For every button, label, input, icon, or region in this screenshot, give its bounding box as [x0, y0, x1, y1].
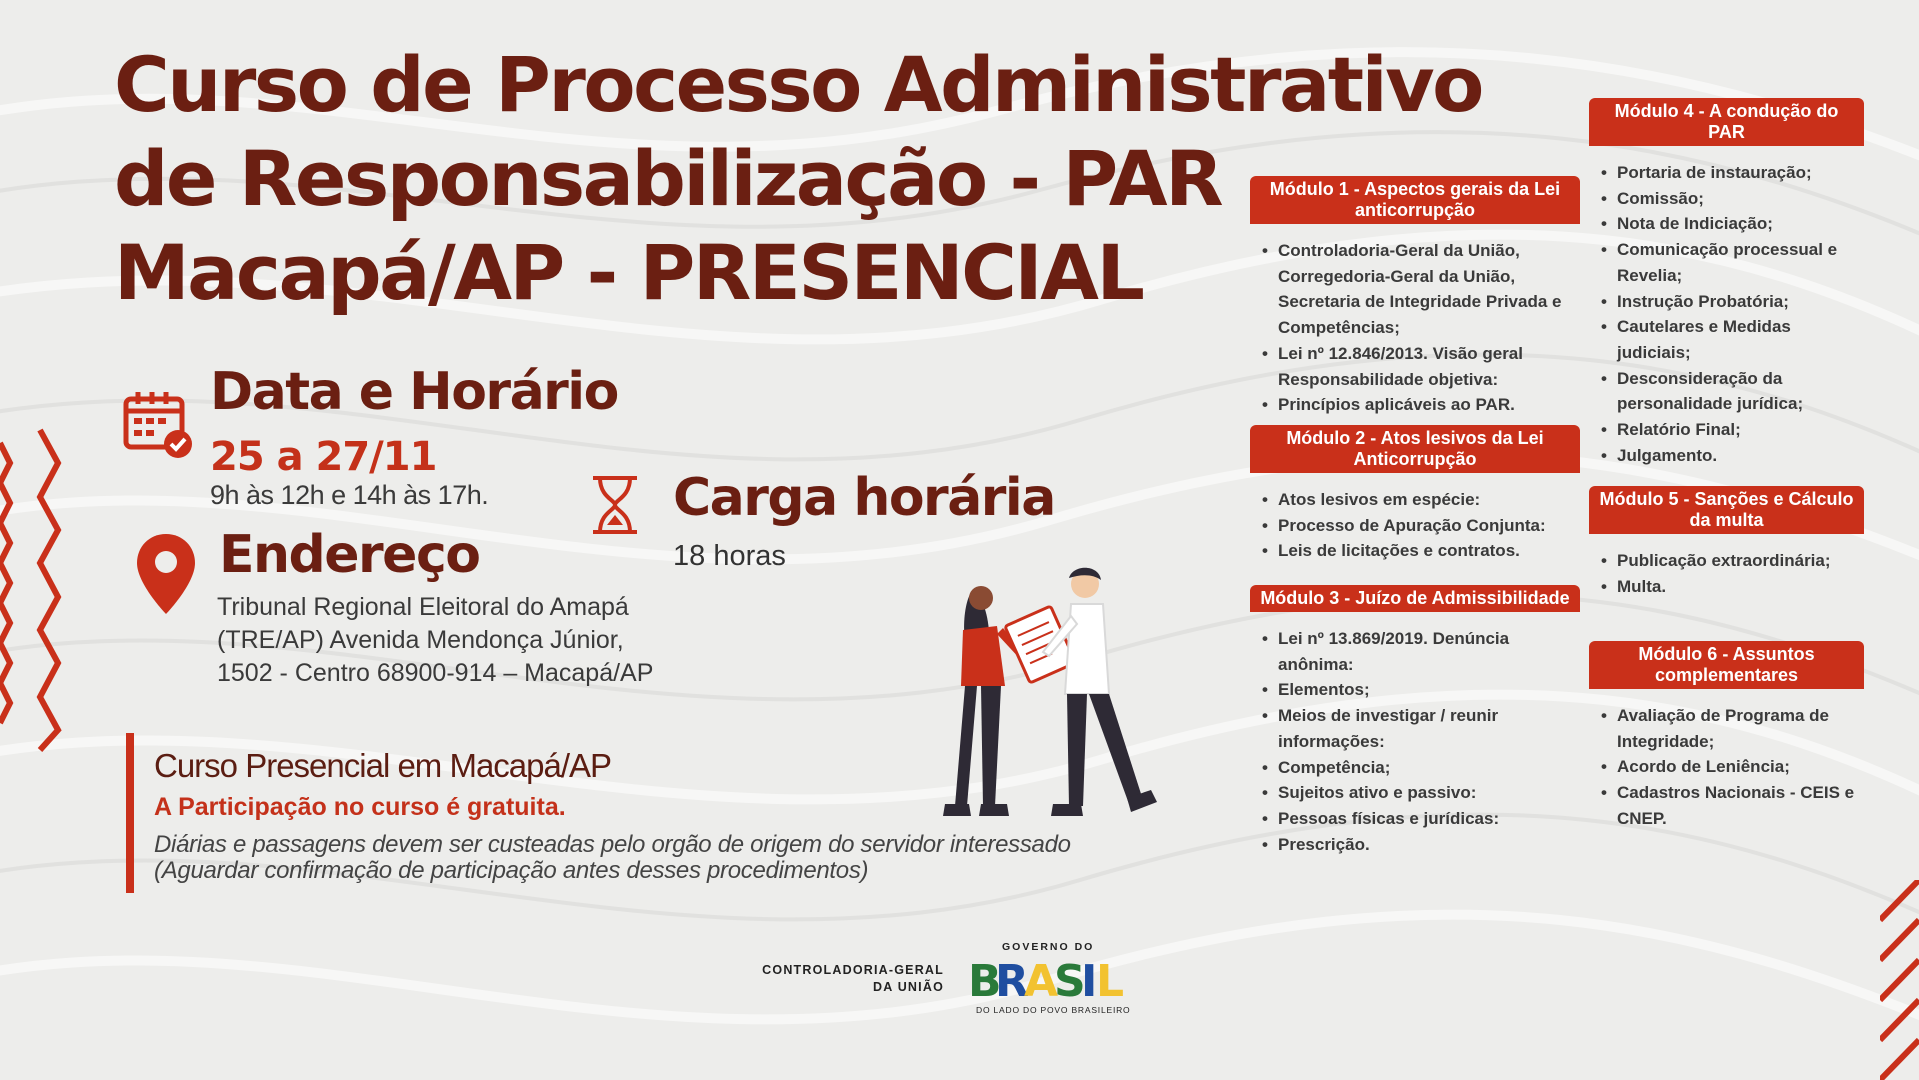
brasil-logo	[968, 956, 1130, 1002]
list-item: • Julgamento.	[1589, 443, 1864, 469]
module-3-card	[1250, 585, 1580, 857]
list-item: • Multa.	[1589, 574, 1864, 600]
list-item: • Princípios aplicáveis ao PAR.	[1250, 392, 1580, 418]
list-item: • Prescrição.	[1250, 832, 1580, 858]
list-item: • Cautelares e Medidas judiciais;	[1589, 314, 1864, 365]
schedule-heading: Data e Horário	[210, 362, 618, 422]
module-5-list	[1589, 534, 1864, 599]
cgu-line-2: DA UNIÃO	[873, 980, 944, 994]
list-item: • Processo de Apuração Conjunta:	[1250, 513, 1580, 539]
svg-text:B: B	[968, 956, 1002, 1002]
list-item: • Atos lesivos em espécie:	[1250, 487, 1580, 513]
list-item: • Leis de licitações e contratos.	[1250, 538, 1580, 564]
title-line-3: Macapá/AP - PRESENCIAL	[114, 228, 1143, 317]
module-5-title: Módulo 5 - Sanções e Cálculo da multa	[1589, 486, 1864, 534]
module-4-list	[1589, 146, 1864, 468]
svg-text:R: R	[995, 956, 1029, 1002]
list-item: • Avaliação de Programa de Integridade;	[1589, 703, 1864, 754]
list-item: • Portaria de instauração;	[1589, 160, 1864, 186]
list-item: • Cadastros Nacionais - CEIS e CNEP.	[1589, 780, 1864, 831]
svg-text:S: S	[1054, 956, 1086, 1002]
module-6-card	[1589, 641, 1864, 832]
list-item: • Lei nº 13.869/2019. Denúncia anônima:	[1250, 626, 1580, 677]
svg-text:A: A	[1024, 956, 1059, 1002]
list-item: • Relatório Final;	[1589, 417, 1864, 443]
module-1-list	[1250, 224, 1580, 418]
module-6-title: Módulo 6 - Assuntos complementares	[1589, 641, 1864, 689]
list-item: • Comissão;	[1589, 186, 1864, 212]
module-2-title: Módulo 2 - Atos lesivos da Lei Anticorrupção	[1250, 425, 1580, 473]
list-item: • Meios de investigar / reunir informações:	[1250, 703, 1580, 754]
svg-text:L: L	[1096, 956, 1125, 1002]
list-item: • Desconsideração da personalidade jurídica;	[1589, 366, 1864, 417]
module-4-title: Módulo 4 - A condução do PAR	[1589, 98, 1864, 146]
module-1-title: Módulo 1 - Aspectos gerais da Lei anticorrupção	[1250, 176, 1580, 224]
module-3-title: Módulo 3 - Juízo de Admissibilidade	[1250, 585, 1580, 612]
module-4-card	[1589, 98, 1864, 468]
list-item: • Publicação extraordinária;	[1589, 548, 1864, 574]
module-5-card	[1589, 486, 1864, 599]
gov-logo-top-text: GOVERNO DO	[1002, 941, 1095, 953]
list-item: • Nota de Indiciação;	[1589, 211, 1864, 237]
list-item: • Pessoas físicas e jurídicas:	[1250, 806, 1580, 832]
list-item: • Instrução Probatória;	[1589, 289, 1864, 315]
module-2-list	[1250, 473, 1580, 564]
module-2-card	[1250, 425, 1580, 564]
title-line-2: de Responsabilização - PAR	[114, 134, 1222, 223]
zigzag-decoration-left	[0, 425, 70, 755]
notice-travel-note: Diárias e passagens devem ser custeadas pelo orgão de origem do servidor interessado (Aguardar confirmação de participação antes desses procedimentos)	[154, 831, 1071, 884]
list-item: • Competência;	[1250, 755, 1580, 781]
schedule-hours: 9h às 12h e 14h às 17h.	[210, 480, 489, 510]
list-item: • Elementos;	[1250, 677, 1580, 703]
location-pin-icon	[135, 532, 197, 616]
gov-logo-tagline: DO LADO DO POVO BRASILEIRO	[976, 1005, 1131, 1015]
title-line-1: Curso de Processo Administrativo	[114, 40, 1482, 129]
module-1-card	[1250, 176, 1580, 418]
list-item: • Acordo de Leniência;	[1589, 754, 1864, 780]
stripes-decoration-right	[1880, 880, 1919, 1080]
notice-title: Curso Presencial em Macapá/AP	[154, 747, 612, 784]
notice-free-participation: A Participação no curso é gratuita.	[154, 793, 566, 821]
list-item: • Lei nº 12.846/2013. Visão geral Responsabilidade objetiva:	[1250, 341, 1580, 392]
list-item: • Controladoria-Geral da União, Corregedoria-Geral da União, Secretaria de Integridade Privada e Competências;	[1250, 238, 1580, 341]
address-heading: Endereço	[219, 525, 480, 585]
cgu-line-1: CONTROLADORIA-GERAL	[762, 963, 944, 977]
address-text: Tribunal Regional Eleitoral do Amapá (TRE/AP) Avenida Mendonça Júnior, 1502 - Centro 68900-914 – Macapá/AP	[217, 593, 654, 687]
list-item: • Comunicação processual e Revelia;	[1589, 237, 1864, 288]
svg-text:I: I	[1081, 956, 1098, 1002]
hourglass-icon	[590, 475, 640, 535]
calendar-icon	[122, 390, 194, 460]
module-6-list	[1589, 689, 1864, 832]
list-item: • Sujeitos ativo e passivo:	[1250, 780, 1580, 806]
schedule-dates: 25 a 27/11	[210, 434, 437, 480]
workload-value: 18 horas	[673, 540, 786, 572]
cgu-logo-text	[720, 962, 944, 996]
module-3-list	[1250, 612, 1580, 857]
workload-heading: Carga horária	[673, 468, 1055, 528]
participation-notice	[126, 733, 1086, 893]
